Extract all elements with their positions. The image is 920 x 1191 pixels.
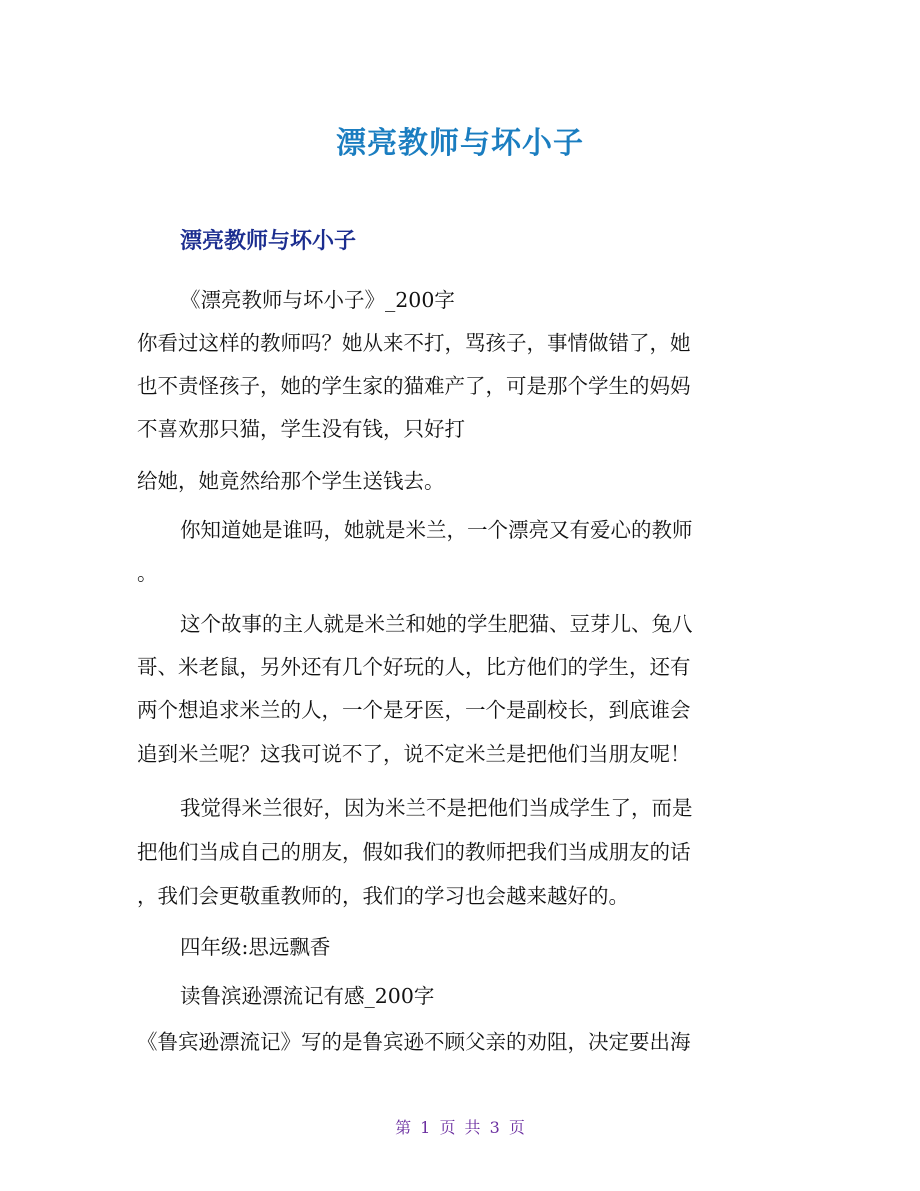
paragraph-line: 这个故事的主人就是米兰和她的学生肥猫、豆芽儿、兔八 <box>180 612 693 636</box>
paragraph-line: 两个想追求米兰的人，一个是牙医，一个是副校长，到底谁会 <box>137 698 691 722</box>
paragraph-line: 哥、米老鼠，另外还有几个好玩的人，比方他们的学生，还有 <box>137 655 691 679</box>
paragraph-line: 读鲁滨逊漂流记有感_200字 <box>180 984 435 1008</box>
paragraph-line: ，我们会更敬重教师的，我们的学习也会越来越好的。 <box>137 884 629 908</box>
document-title: 漂亮教师与坏小子 <box>336 126 584 161</box>
paragraph-line: 《鲁宾逊漂流记》写的是鲁宾逊不顾父亲的劝阻，决定要出海 <box>137 1030 691 1054</box>
paragraph-line: 《漂亮教师与坏小子》_200字 <box>180 288 455 312</box>
paragraph-line: 。 <box>137 561 158 585</box>
paragraph-line: 把他们当成自己的朋友，假如我们的教师把我们当成朋友的话 <box>137 840 691 864</box>
paragraph-line: 我觉得米兰很好，因为米兰不是把他们当成学生了，而是 <box>180 796 693 820</box>
paragraph-line: 四年级:思远飘香 <box>180 935 331 959</box>
paragraph-line: 也不责怪孩子，她的学生家的猫难产了，可是那个学生的妈妈 <box>137 374 691 398</box>
paragraph-line: 给她，她竟然给那个学生送钱去。 <box>137 469 445 493</box>
page-number-footer: 第 1 页 共 3 页 <box>395 1118 525 1137</box>
document-subtitle: 漂亮教师与坏小子 <box>180 229 357 254</box>
paragraph-line: 追到米兰呢？这我可说不了，说不定米兰是把他们当朋友呢！ <box>137 742 691 766</box>
paragraph-line: 你知道她是谁吗，她就是米兰，一个漂亮又有爱心的教师 <box>180 518 693 542</box>
paragraph-line: 不喜欢那只猫，学生没有钱，只好打 <box>137 417 465 441</box>
paragraph-line: 你看过这样的教师吗？她从来不打，骂孩子，事情做错了，她 <box>137 331 691 355</box>
